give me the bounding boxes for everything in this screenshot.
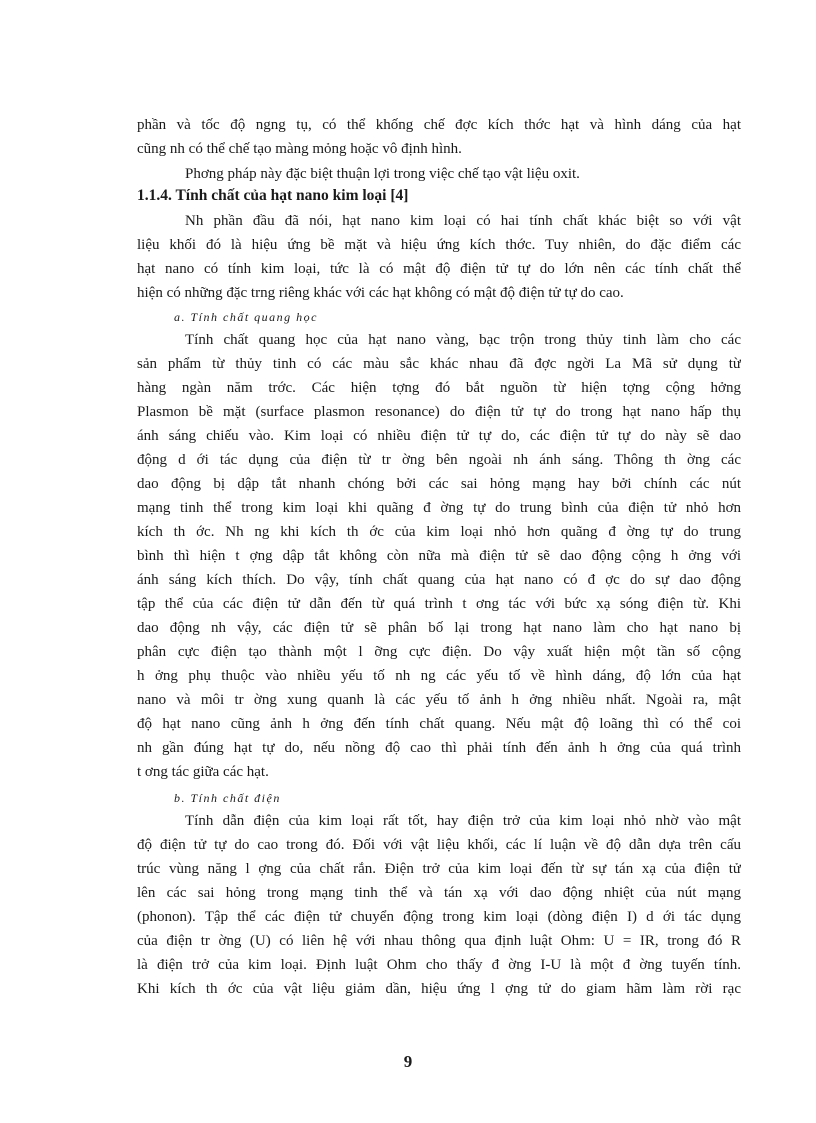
body-line: của điện tr ờng (U) có liên hệ với nhau thông qua định luật Ohm: U = IR, trong đó R [137,933,741,949]
body-line: nh gần đúng hạt tự do, nếu nồng độ cao thì phải tính đến ảnh h ởng của quá trình [137,740,741,756]
body-line: độ hạt nano cũng ảnh h ởng đến tính chất quang. Nếu mật độ loãng thì có thể coi [137,716,741,732]
body-line: là điện trở của kim loại. Định luật Ohm cho thấy đ ờng I-U là một đ ờng tuyến tính. [137,957,741,973]
body-line: Plasmon bề mặt (surface plasmon resonance) do điện tử tự do trong hạt nano hấp thụ [137,404,741,420]
body-line: Khi kích th ớc của vật liệu giảm dần, hiệu ứng l ợng tử do giam hãm làm rời rạc [137,981,741,997]
body-line: Tính chất quang học của hạt nano vàng, bạc trộn trong thủy tinh làm cho các [185,332,741,348]
body-line: lên các sai hỏng trong mạng tinh thể và tán xạ với dao động nhiệt của nút mạng [137,885,741,901]
body-line: dao động bị dập tắt nhanh chóng bởi các sai hỏng mạng hay bởi chính các nút [137,476,741,492]
body-line: hiện có những đặc trng riêng khác với các hạt không có mật độ điện tử tự do cao. [137,285,624,301]
body-line: liệu khối đó là hiệu ứng bề mặt và hiệu ứng kích thớc. Tuy nhiên, do đặc điểm các [137,237,741,253]
body-line: (phonon). Tập thể các điện tử chuyển động trong kim loại (dòng điện I) d ới tác dụng [137,909,741,925]
body-line: Nh phần đầu đã nói, hạt nano kim loại có hai tính chất khác biệt so với vật [185,213,741,229]
body-line: trúc vùng năng l ợng của chất rắn. Điện trở của kim loại đến từ sự tán xạ của điện tử [137,861,741,877]
body-line: cũng nh có thể chế tạo màng mỏng hoặc vô định hình. [137,141,462,157]
body-line: bình thì hiện t ợng dập tắt không còn nữa mà điện tử sẽ dao động cộng h ởng với [137,548,741,564]
body-line: phân cực điện tạo thành một l ỡng cực điện. Do vậy xuất hiện một tần số cộng [137,644,741,660]
body-line: nano và môi tr ờng xung quanh là các yếu tố ảnh h ởng nhiều nhất. Ngoài ra, mật [137,692,741,708]
body-line: ánh sáng kích thích. Do vậy, tính chất quang của hạt nano có đ ợc do sự dao động [137,572,741,588]
body-line: Phơng pháp này đặc biệt thuận lợi trong việc chế tạo vật liệu oxit. [185,166,580,182]
section-heading: 1.1.4. Tính chất của hạt nano kim loại [4] [137,187,409,204]
body-line: dao động nh vậy, các điện tử sẽ phân bố lại trong hạt nano làm cho hạt nano bị [137,620,741,636]
body-line: h ởng phụ thuộc vào nhiều yếu tố nh ng các yếu tố về hình dáng, độ lớn của hạt [137,668,741,684]
body-line: ánh sáng chiếu vào. Kim loại có nhiều điện tử tự do, các điện tử tự do này sẽ dao [137,428,741,444]
body-line: độ điện tử tự do cao trong đó. Đối với vật liệu khối, các lí luận về độ dẫn dựa trên cấu [137,837,741,853]
body-line: Tính dẫn điện của kim loại rất tốt, hay điện trở của kim loại nhỏ nhờ vào mật [185,813,741,829]
body-line: t ơng tác giữa các hạt. [137,764,269,780]
body-line: phần và tốc độ ngng tụ, có thể khống chế đợc kích thớc hạt và hình dáng của hạt [137,117,741,133]
body-line: động d ới tác dụng của điện từ tr ờng bên ngoài nh ánh sáng. Thông th ờng các [137,452,741,468]
body-line: tập thể của các điện tử dẫn đến từ quá trình t ơng tác với bức xạ sóng điện từ. Khi [137,596,741,612]
subsection-heading: a. Tính chất quang học [174,310,318,324]
body-line: hạt nano có tính kim loại, tức là có mật độ điện tử tự do lớn nên các tính chất thể [137,261,741,277]
body-line: sản phẩm từ thủy tinh có các màu sắc khác nhau đã đợc ngời La Mã sử dụng từ [137,356,741,372]
page-number: 9 [403,1052,413,1071]
body-line: mạng tinh thể trong kim loại khi quãng đ ờng tự do trung bình của điện tử nhỏ hơn [137,500,741,516]
body-line: hàng ngàn năm trớc. Các hiện tợng đó bắt nguồn từ hiện tợng cộng hởng [137,380,741,396]
subsection-heading: b. Tính chất điện [174,791,281,805]
body-line: kích th ớc. Nh ng khi kích th ớc của kim loại nhỏ hơn quãng đ ờng tự do trung [137,524,741,540]
